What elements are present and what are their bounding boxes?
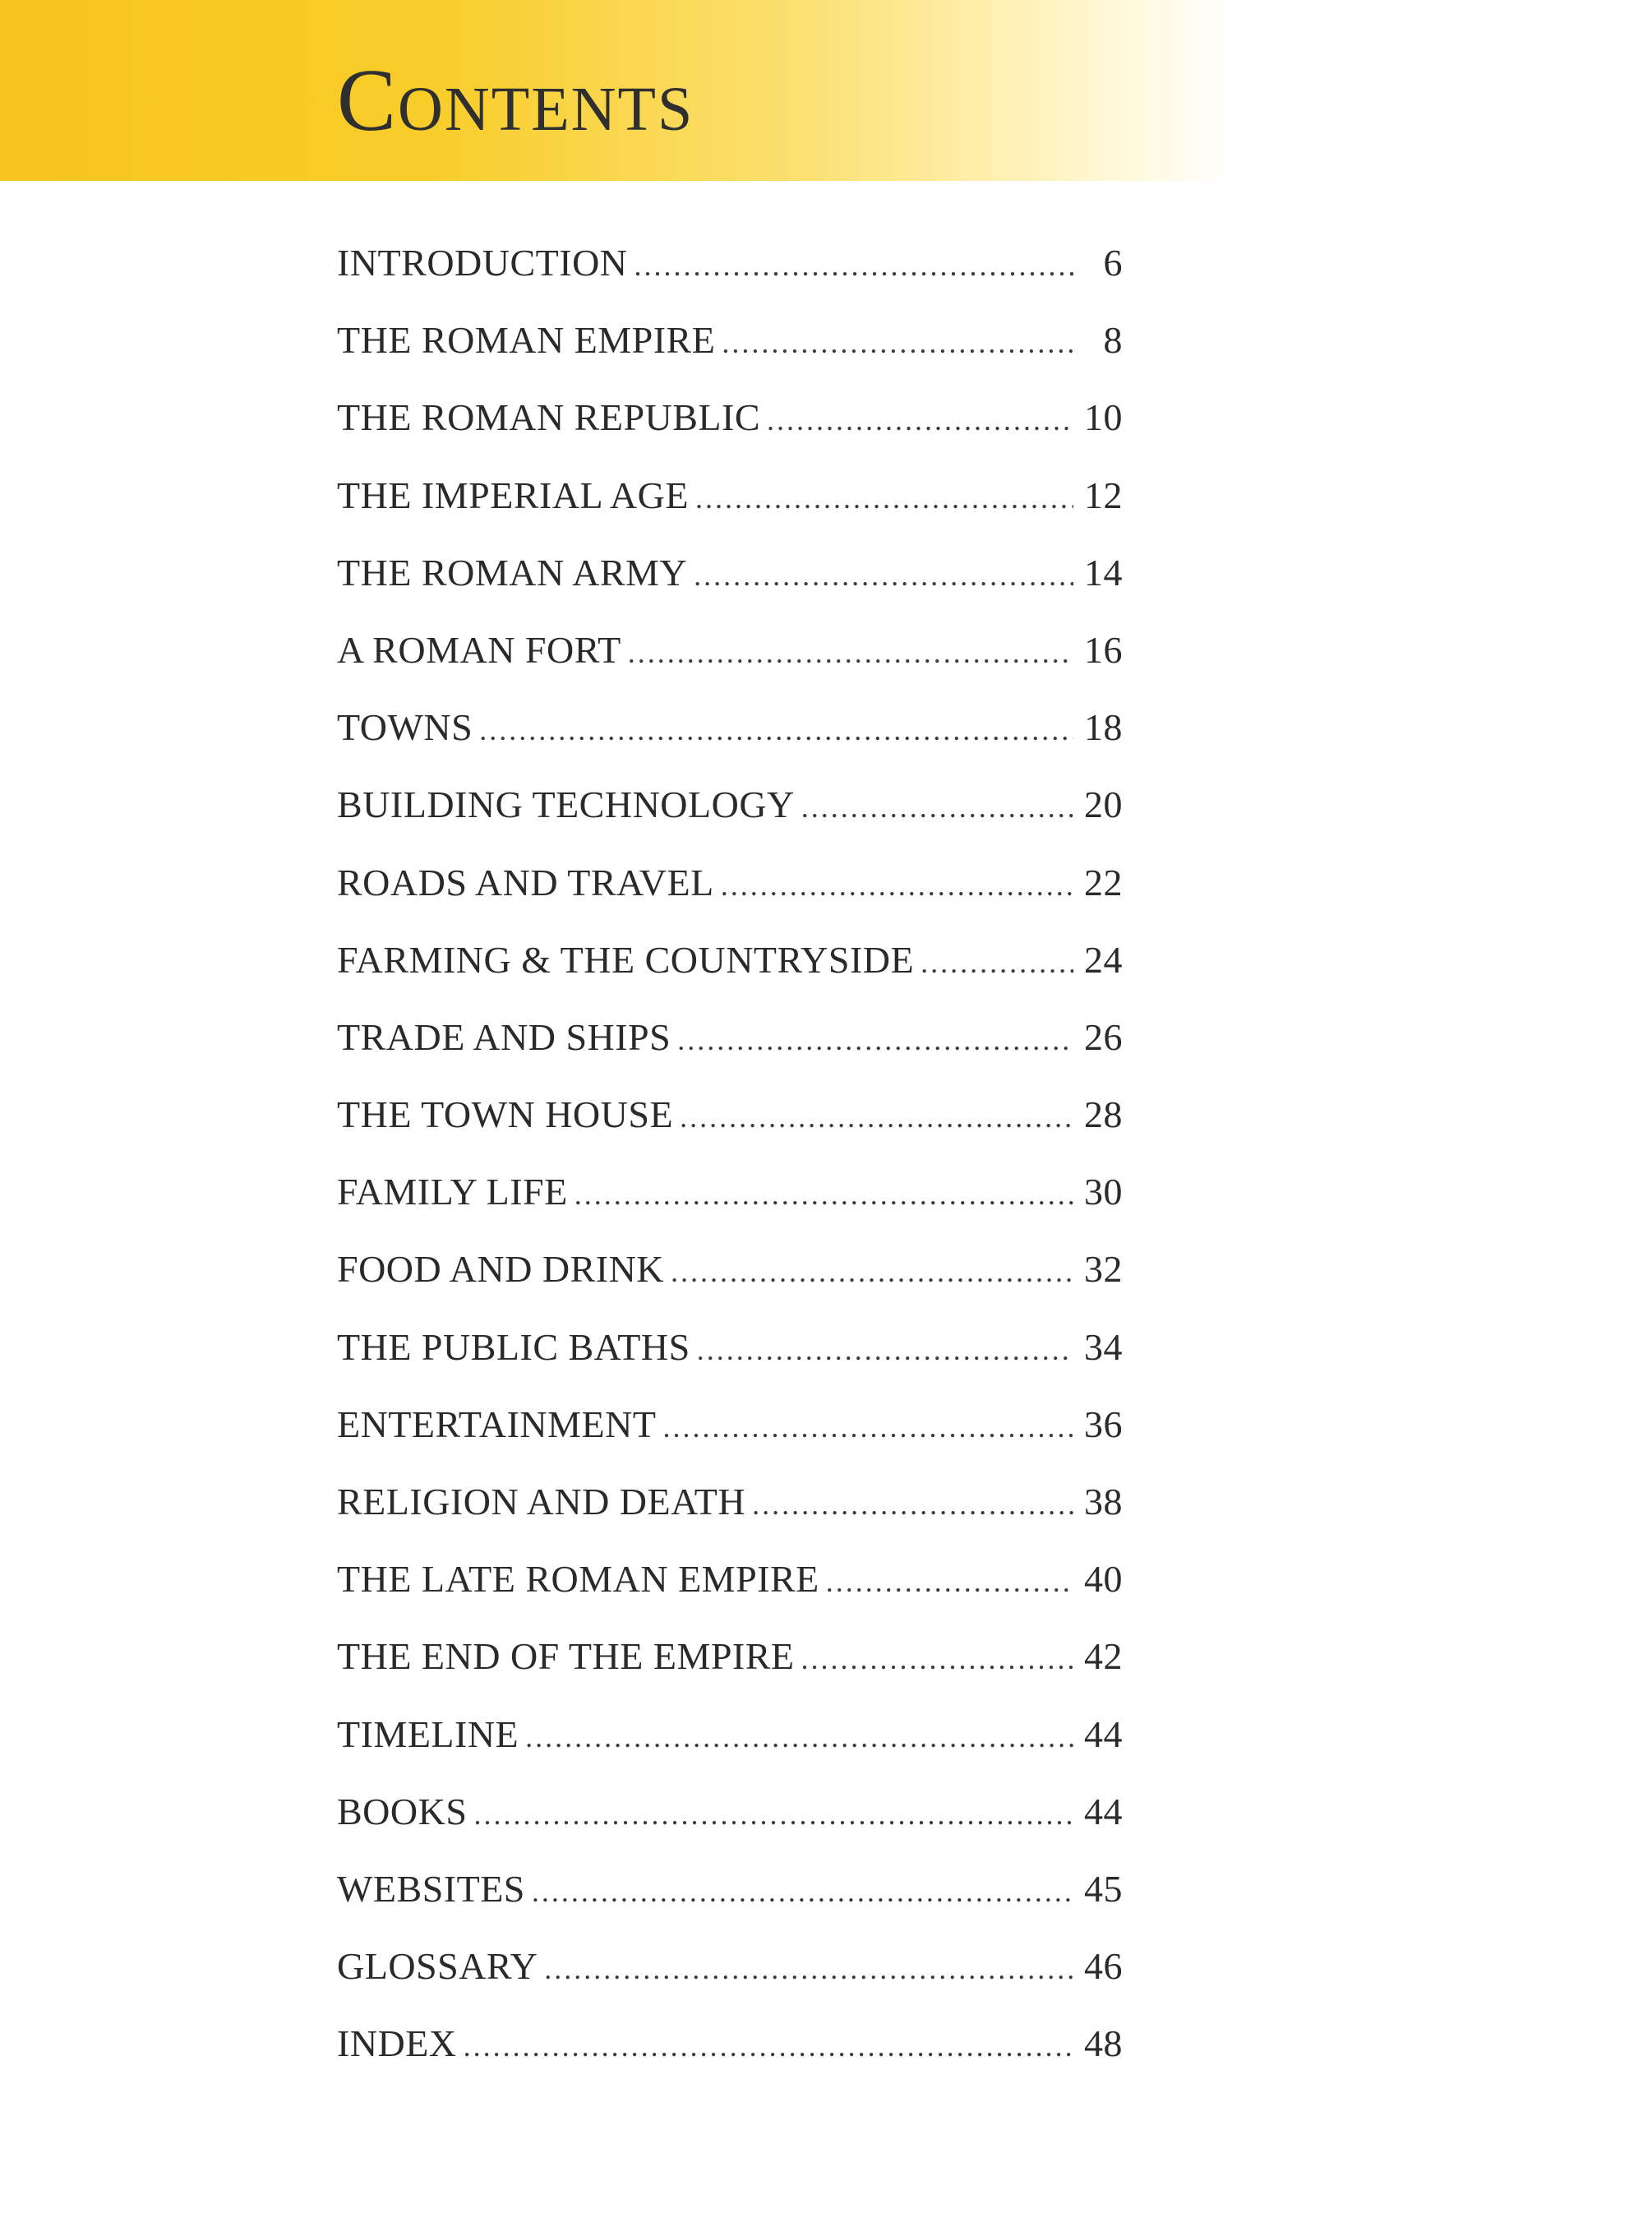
toc-entry[interactable] [337,1167,1123,1245]
dot-leader [695,474,1073,523]
toc-entry[interactable] [337,936,1123,1013]
toc-entry-title: TIMELINE [337,1712,519,1755]
toc-entry-title: FAMILY LIFE [337,1171,568,1213]
toc-entry[interactable] [337,1865,1123,1942]
dot-leader [722,318,1073,367]
toc-entry-title: INDEX [337,2022,457,2065]
toc-entry-page: 44 [1084,1790,1123,1832]
toc-entry-page: 44 [1084,1712,1123,1755]
dot-leader [801,783,1073,832]
dot-leader [767,395,1073,445]
toc-entry[interactable] [337,548,1123,626]
toc-entry[interactable] [337,1942,1123,2019]
toc-entry-title: THE ROMAN ARMY [337,551,688,594]
toc-entry[interactable] [337,1787,1123,1865]
toc-entry[interactable] [337,1323,1123,1400]
toc-entry[interactable] [337,2019,1123,2096]
toc-entry-title: BUILDING TECHNOLOGY [337,783,795,826]
toc-entry[interactable] [337,1090,1123,1167]
dot-leader [575,1170,1073,1219]
dot-leader [721,861,1073,910]
toc-entry-title: ENTERTAINMENT [337,1402,657,1445]
dot-leader [473,1790,1073,1839]
toc-entry-title: ROADS AND TRAVEL [337,861,714,903]
dot-leader [697,1325,1073,1375]
toc-entry[interactable] [337,1400,1123,1477]
toc-entry-page: 46 [1084,1945,1123,1988]
toc-entry-page: 18 [1084,706,1123,749]
dot-leader [694,551,1073,600]
toc-entry-page: 40 [1084,1558,1123,1601]
toc-entry-title: THE IMPERIAL AGE [337,474,689,516]
toc-entry[interactable] [337,1555,1123,1632]
toc-entry[interactable] [337,1013,1123,1090]
toc-entry-page: 14 [1084,551,1123,594]
toc-entry-page: 48 [1084,2022,1123,2065]
dot-leader [544,1944,1073,1994]
toc-entry[interactable] [337,703,1123,780]
toc-entry-page: 26 [1084,1015,1123,1058]
toc-entry-title: THE LATE ROMAN EMPIRE [337,1558,819,1601]
toc-entry-page: 36 [1084,1402,1123,1445]
dot-leader [662,1402,1073,1452]
toc-entry-page: 42 [1084,1635,1123,1678]
toc-entry-title: THE END OF THE EMPIRE [337,1635,795,1678]
toc-entry-page: 20 [1084,783,1123,826]
toc-entry[interactable] [337,626,1123,703]
toc-entry[interactable] [337,1245,1123,1322]
toc-entry-title: INTRODUCTION [337,242,628,284]
dot-leader [525,1712,1073,1762]
toc-entry-page: 6 [1103,242,1123,284]
toc-entry-title: BOOKS [337,1790,468,1832]
table-of-contents [337,238,1123,2097]
toc-entry[interactable] [337,238,1123,316]
toc-entry-title: THE TOWN HOUSE [337,1093,674,1136]
toc-entry[interactable] [337,471,1123,548]
toc-entry-title: WEBSITES [337,1867,525,1910]
toc-entry[interactable] [337,1477,1123,1555]
toc-entry-title: THE ROMAN REPUBLIC [337,396,761,439]
toc-entry-title: TRADE AND SHIPS [337,1015,671,1058]
toc-entry[interactable] [337,316,1123,393]
toc-entry-title: RELIGION AND DEATH [337,1481,746,1523]
toc-entry[interactable] [337,780,1123,857]
toc-entry-page: 34 [1084,1325,1123,1368]
dot-leader [921,938,1073,987]
dot-leader [677,1015,1073,1065]
dot-leader [680,1093,1073,1142]
dot-leader [479,705,1073,755]
toc-entry-page: 12 [1084,474,1123,516]
dot-leader [752,1480,1073,1529]
toc-entry-page: 10 [1084,396,1123,439]
toc-entry-title: FARMING & THE COUNTRYSIDE [337,938,915,981]
dot-leader [801,1634,1073,1684]
dot-leader [628,628,1073,677]
dot-leader [671,1247,1073,1296]
toc-entry-title: FOOD AND DRINK [337,1248,665,1291]
toc-entry-title: TOWNS [337,706,473,749]
toc-entry-page: 22 [1084,861,1123,903]
toc-entry-title: THE ROMAN EMPIRE [337,319,716,362]
toc-entry-page: 32 [1084,1248,1123,1291]
dot-leader [634,241,1073,290]
dot-leader [826,1557,1073,1606]
toc-entry-page: 28 [1084,1093,1123,1136]
toc-entry-page: 16 [1084,628,1123,671]
toc-entry-title: A ROMAN FORT [337,628,621,671]
toc-entry[interactable] [337,393,1123,470]
toc-entry-title: THE PUBLIC BATHS [337,1325,690,1368]
toc-entry-page: 30 [1084,1171,1123,1213]
toc-entry-page: 45 [1084,1867,1123,1910]
toc-entry-page: 38 [1084,1481,1123,1523]
toc-entry-page: 24 [1084,938,1123,981]
toc-entry[interactable] [337,1710,1123,1787]
toc-entry[interactable] [337,1632,1123,1709]
dot-leader [464,2022,1073,2071]
toc-entry-page: 8 [1103,319,1123,362]
dot-leader [532,1867,1073,1916]
toc-entry[interactable] [337,858,1123,936]
page-title: Contents [337,52,694,150]
toc-entry-title: GLOSSARY [337,1945,538,1988]
